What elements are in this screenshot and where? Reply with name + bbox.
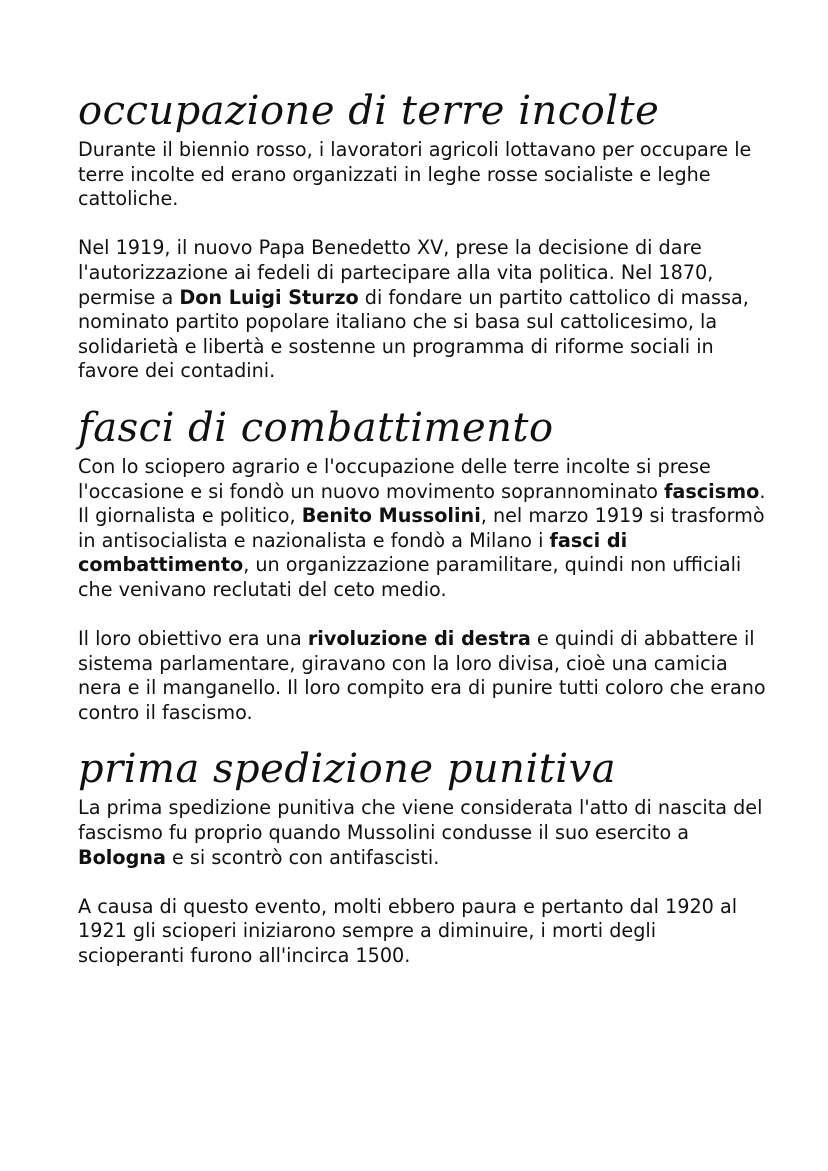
- paragraph: [78, 895, 768, 969]
- section-heading: occupazione di terre incolte: [78, 88, 660, 134]
- paragraph: [78, 236, 768, 384]
- bold-term: Benito Mussolini: [301, 504, 481, 528]
- text-run: Nel 1919, il nuovo Papa Benedetto XV, prese la decisione di dare l'autorizzazione ai fedeli di partecipare alla vita politica. Nel 1870, permise a: [78, 236, 714, 309]
- text-run: Con lo sciopero agrario e l'occupazione delle terre incolte si prese l'occasione e si fondò un nuovo movimento soprannominato: [78, 454, 711, 503]
- section-heading: prima spedizione punitiva: [78, 746, 617, 793]
- paragraph: [78, 627, 768, 725]
- section-occupazione: [78, 84, 768, 384]
- text-run: Durante il biennio rosso, i lavoratori agricoli lottavano per occupare le terre incolte ed erano organizzati in leghe rosse socialiste e leghe cattoliche.: [78, 138, 752, 211]
- text-run: , nel marzo 1919 si trasformò in antisocialista e nazionalista e fondò a Milano i: [78, 504, 765, 552]
- section-spedizione: [78, 742, 768, 968]
- bold-term: fascismo: [664, 479, 760, 503]
- bold-term: rivoluzione di destra: [307, 627, 531, 651]
- text-run: La prima spedizione punitiva che viene considerata l'atto di nascita del fascismo fu proprio quando Mussolini condusse il suo esercito a: [78, 796, 763, 845]
- bold-term: fasci di combattimento: [78, 528, 628, 577]
- text-run: Il loro obiettivo era una: [78, 627, 308, 651]
- text-run: e si scontrò con antifascisti.: [165, 845, 440, 869]
- paragraph: [78, 138, 768, 212]
- text-run: e quindi di abbattere il sistema parlamentare, giravano con la loro divisa, cioè una camicia nera e il manganello. Il loro compito era di punire tutti coloro che erano contro il fascismo.: [78, 627, 766, 724]
- bold-term: Don Luigi Sturzo: [179, 285, 359, 309]
- document-page: [78, 84, 768, 969]
- bold-term: Bologna: [78, 845, 166, 869]
- paragraph: [78, 796, 768, 870]
- section-heading: fasci di combattimento: [78, 404, 554, 451]
- text-run: A causa di questo evento, molti ebbero paura e pertanto dal 1920 al 1921 gli scioperi iniziarono sempre a diminuire, i morti degli scioperanti furono all'incirca 1500.: [78, 894, 738, 968]
- paragraph: [78, 455, 768, 603]
- text-run: , un organizzazione paramilitare, quindi non ufficiali che venivano reclutati del ceto medio.: [78, 553, 742, 601]
- text-run: di fondare un partito cattolico di massa, nominato partito popolare italiano che si basa sul cattolicesimo, la solidarietà e libertà e sostenne un programma di riforme sociali in favore dei contadini.: [78, 285, 749, 383]
- section-fasci: [78, 401, 768, 726]
- text-run: . Il giornalista e politico,: [78, 479, 766, 528]
